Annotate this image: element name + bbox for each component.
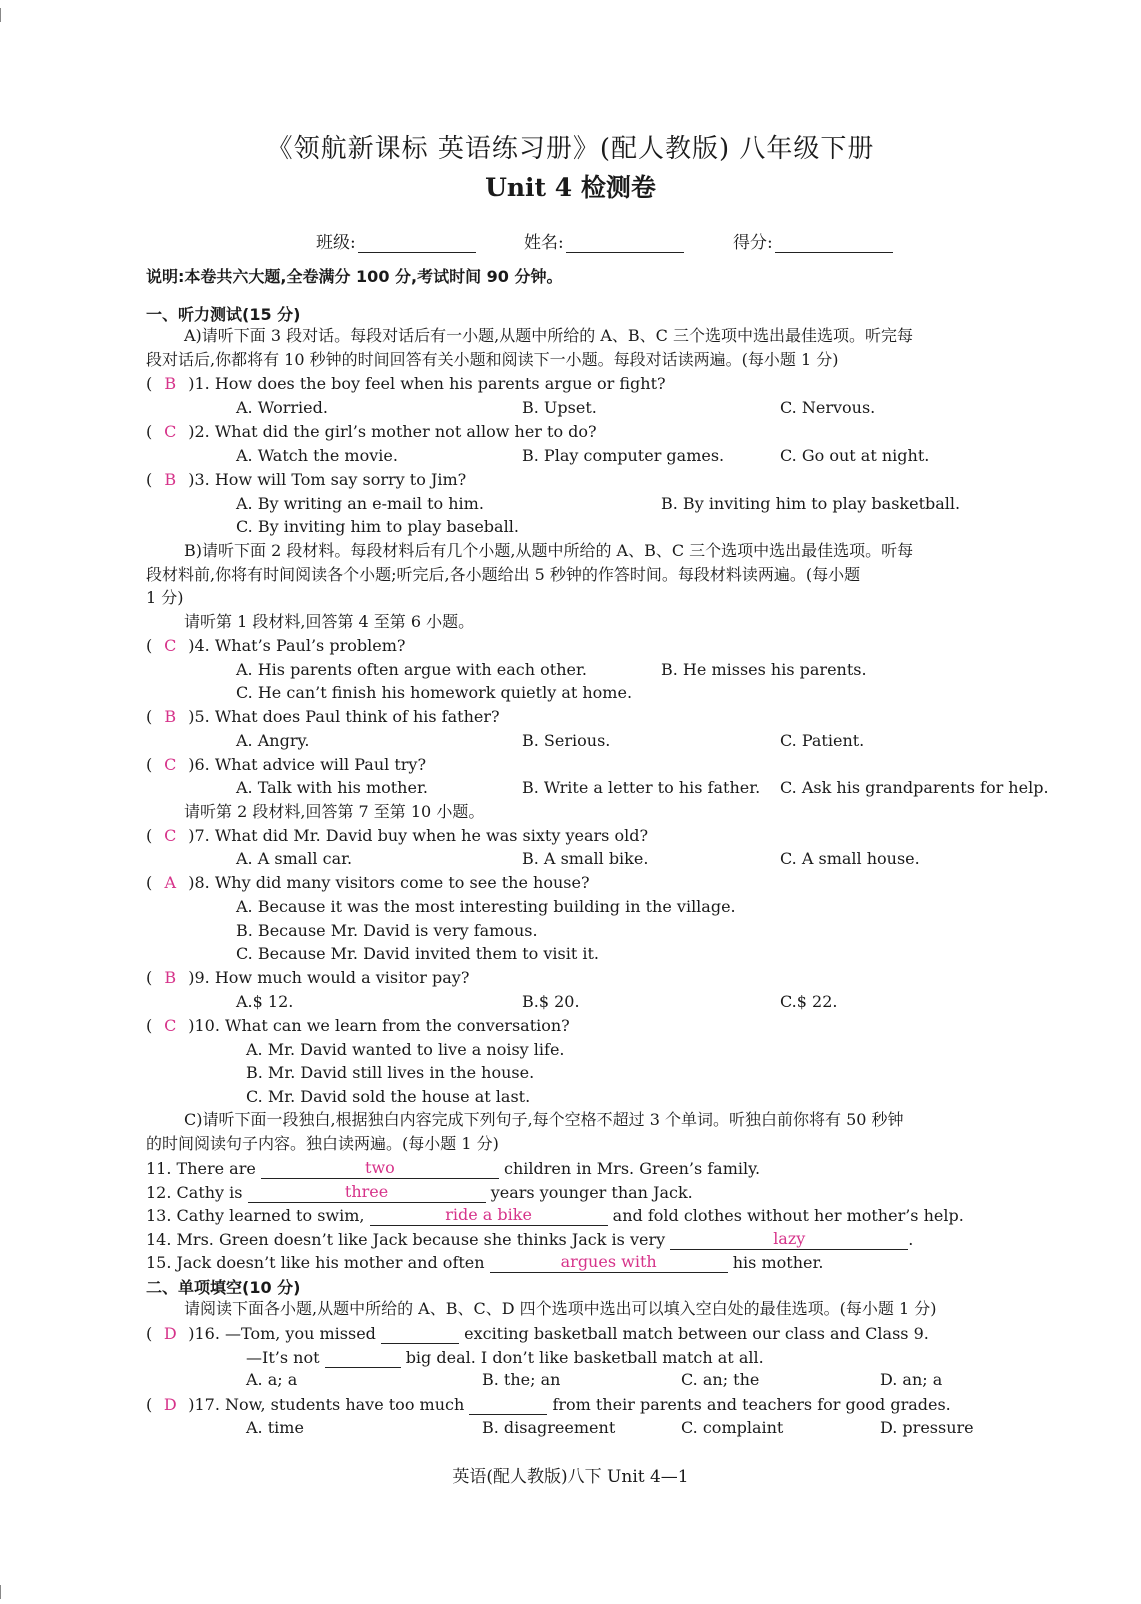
fill-question [146,1252,823,1273]
fill-question [146,1182,693,1203]
question-text: )17. Now, students have too much [188,1395,465,1414]
question: ( B )3. How will Tom say sorry to Jim? [146,470,467,489]
class-field[interactable] [316,228,476,253]
question-text: )9. How much would a visitor pay? [188,968,470,987]
question: ( D )17. Now, students have too much from their parents and teachers for good grades. [146,1395,951,1414]
option: C. He can’t finish his homework quietly at home. [236,683,633,702]
option: B. Play computer games. [522,446,725,465]
instructions: 说明:本卷共六大题,全卷满分 100 分,考试时间 90 分钟。 [146,267,563,286]
option: A. Angry. [236,731,310,750]
option: A. Mr. David wanted to live a noisy life. [246,1040,565,1059]
option: B. A small bike. [522,849,649,868]
option: C. Mr. David sold the house at last. [246,1087,531,1106]
answer-mark: C [164,1016,177,1035]
option: B. He misses his parents. [661,660,867,679]
question: ( A )8. Why did many visitors come to see the house? [146,873,590,892]
option: C. A small house. [780,849,920,868]
option: A. Because it was the most interesting building in the village. [236,897,736,916]
option: B. Upset. [522,398,597,417]
question: ( C )7. What did Mr. David buy when he was sixty years old? [146,826,649,845]
section-b-intro: 段材料前,你将有时间阅读各个小题;听完后,各小题给出 5 秒钟的作答时间。每段材料读两遍。(每小题 [146,565,861,584]
option: A. His parents often argue with each other. [236,660,587,679]
option: A. By writing an e-mail to him. [236,494,484,513]
question-text: )2. What did the girl’s mother not allow her to do? [188,422,597,441]
fill-suffix: years younger than Jack. [490,1183,693,1202]
question-text: )16. —Tom, you missed [188,1324,376,1343]
question: ( C )2. What did the girl’s mother not allow her to do? [146,422,597,441]
question: ( C )6. What advice will Paul try? [146,755,427,774]
fill-prefix: 15. Jack doesn’t like his mother and often [146,1253,485,1272]
fill-suffix: children in Mrs. Green’s family. [504,1159,761,1178]
option: A.$ 12. [236,992,294,1011]
question-line [246,1347,764,1368]
name-label: 姓名: [524,233,564,253]
answer-mark: B [164,707,177,726]
score-blank[interactable] [775,234,893,253]
fill-prefix: 11. There are [146,1159,256,1178]
option: A. time [246,1418,304,1437]
option: B.$ 20. [522,992,580,1011]
crop-mark [0,1585,1,1599]
answer-mark: C [164,422,177,441]
fill-prefix: 14. Mrs. Green doesn’t like Jack because she thinks Jack is very [146,1230,666,1249]
option: B. the; an [482,1370,561,1389]
answer-mark: B [164,968,177,987]
option: C. Nervous. [780,398,876,417]
question-text: )1. How does the boy feel when his parents argue or fight? [188,374,666,393]
question: ( C )4. What’s Paul’s problem? [146,636,406,655]
question-text: )10. What can we learn from the conversation? [188,1016,570,1035]
question-text: )6. What advice will Paul try? [188,755,427,774]
section-heading: 一、听力测试(15 分) [146,305,301,324]
answer-blank[interactable]: two [261,1158,499,1179]
option: B. Because Mr. David is very famous. [236,921,538,940]
document-subtitle: Unit 4 检测卷 [485,173,656,202]
page-footer: 英语(配人教版)八下 Unit 4—1 [452,1467,689,1487]
crop-mark [0,8,1,22]
option: D. pressure [880,1418,974,1437]
question-text: )7. What did Mr. David buy when he was sixty years old? [188,826,649,845]
section-b-intro: B)请听下面 2 段材料。每段材料后有几个小题,从题中所给的 A、B、C 三个选项中选出最佳选项。听每 [184,541,914,560]
question: ( B )5. What does Paul think of his father? [146,707,500,726]
answer-mark: D [163,1324,177,1343]
option: B. disagreement [482,1418,616,1437]
question-text: —It’s not [246,1348,320,1367]
fill-prefix: 12. Cathy is [146,1183,243,1202]
option: C. By inviting him to play baseball. [236,517,519,536]
answer-mark: A [164,873,177,892]
option: C. Patient. [780,731,865,750]
option: C.$ 22. [780,992,838,1011]
answer-mark: C [164,755,177,774]
option: C. Ask his grandparents for help. [780,778,1049,797]
option: B. Serious. [522,731,611,750]
option: C. an; the [681,1370,760,1389]
fill-suffix: . [908,1230,914,1249]
question: ( B )9. How much would a visitor pay? [146,968,470,987]
option: C. complaint [681,1418,784,1437]
answer-blank[interactable] [381,1323,459,1344]
section-heading: 二、单项填空(10 分) [146,1278,301,1297]
answer-mark: C [164,826,177,845]
document-title: 《领航新课标 英语练习册》(配人教版) 八年级下册 [266,134,875,164]
question-text: big deal. I don’t like basketball match at all. [405,1348,764,1367]
fill-question [146,1229,913,1250]
question-text: from their parents and teachers for good grades. [552,1395,951,1414]
answer-blank[interactable] [469,1394,547,1415]
question: ( D )16. —Tom, you missed exciting basketball match between our class and Class 9. [146,1324,929,1343]
material-note: 请听第 1 段材料,回答第 4 至第 6 小题。 [184,612,475,631]
fill-question [146,1158,760,1179]
score-label: 得分: [733,233,773,253]
fill-question [146,1205,964,1226]
option: A. Watch the movie. [236,446,398,465]
fill-suffix: and fold clothes without her mother’s help. [612,1206,964,1225]
class-blank[interactable] [358,234,476,253]
option: A. a; a [246,1370,298,1389]
fill-prefix: 13. Cathy learned to swim, [146,1206,365,1225]
option: D. an; a [880,1370,943,1389]
option: C. Because Mr. David invited them to visit it. [236,944,599,963]
option: A. Worried. [236,398,328,417]
question-text: )3. How will Tom say sorry to Jim? [188,470,467,489]
answer-blank[interactable]: lazy [670,1229,908,1250]
name-field[interactable] [524,228,684,253]
score-field[interactable] [733,228,893,253]
answer-mark: D [163,1395,177,1414]
question-text: )4. What’s Paul’s problem? [188,636,406,655]
section-b-intro: 1 分) [146,588,184,607]
question-text: exciting basketball match between our class and Class 9. [464,1324,929,1343]
material-note: 请听第 2 段材料,回答第 7 至第 10 小题。 [184,802,485,821]
answer-mark: B [164,374,177,393]
answer-mark: C [164,636,177,655]
name-blank[interactable] [566,234,684,253]
answer-blank[interactable]: ride a bike [370,1205,608,1226]
class-label: 班级: [316,233,356,253]
option: A. Talk with his mother. [236,778,428,797]
question-text: )5. What does Paul think of his father? [188,707,500,726]
answer-mark: B [164,470,177,489]
question: ( C )10. What can we learn from the conversation? [146,1016,570,1035]
option: C. Go out at night. [780,446,930,465]
answer-blank[interactable]: three [248,1182,486,1203]
question-text: )8. Why did many visitors come to see the house? [188,873,590,892]
question: ( B )1. How does the boy feel when his parents argue or fight? [146,374,666,393]
section-c-intro: C)请听下面一段独白,根据独白内容完成下列句子,每个空格不超过 3 个单词。听独白前你将有 50 秒钟 [184,1110,904,1129]
option: B. By inviting him to play basketball. [661,494,961,513]
section-intro: 请阅读下面各小题,从题中所给的 A、B、C、D 四个选项中选出可以填入空白处的最佳选项。(每小题 1 分) [184,1299,937,1318]
section-a-intro: 段对话后,你都将有 10 秒钟的时间回答有关小题和阅读下一小题。每段对话读两遍。(每小题 1 分) [146,350,839,369]
section-c-intro: 的时间阅读句子内容。独白读两遍。(每小题 1 分) [146,1134,499,1153]
fill-suffix: his mother. [732,1253,824,1272]
section-a-intro: A)请听下面 3 段对话。每段对话后有一小题,从题中所给的 A、B、C 三个选项中选出最佳选项。听完每 [184,326,913,345]
option: A. A small car. [236,849,353,868]
option: B. Mr. David still lives in the house. [246,1063,535,1082]
answer-blank[interactable] [325,1347,401,1368]
option: B. Write a letter to his father. [522,778,761,797]
answer-blank[interactable]: argues with [490,1252,728,1273]
